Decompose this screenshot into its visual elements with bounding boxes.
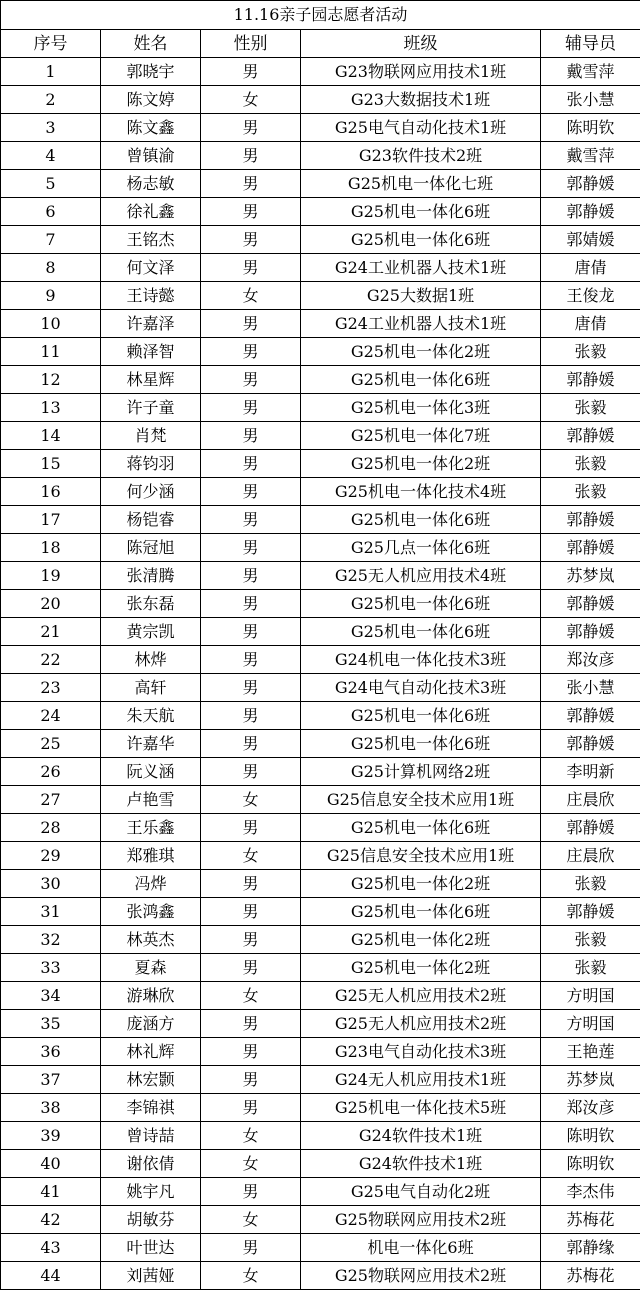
cell-name[interactable]: 王乐鑫 <box>101 814 201 842</box>
cell-gender[interactable]: 男 <box>201 1038 301 1066</box>
cell-gender[interactable]: 男 <box>201 814 301 842</box>
table-row <box>1 1122 640 1150</box>
cell-name[interactable]: 徐礼鑫 <box>101 198 201 226</box>
cell-name[interactable]: 杨铠睿 <box>101 506 201 534</box>
cell-name[interactable]: 何少涵 <box>101 478 201 506</box>
cell-counselor[interactable]: 戴雪萍 <box>541 142 640 170</box>
cell-counselor[interactable]: 唐倩 <box>541 310 640 338</box>
table-row <box>1 618 640 646</box>
cell-class[interactable]: G25机电一体化2班 <box>301 954 541 982</box>
table-row <box>1 954 640 982</box>
cell-counselor[interactable]: 苏梅花 <box>541 1206 640 1234</box>
cell-gender[interactable]: 男 <box>201 730 301 758</box>
cell-gender[interactable]: 男 <box>201 534 301 562</box>
cell-index[interactable]: 35 <box>1 1010 101 1038</box>
cell-name[interactable]: 郑雅琪 <box>101 842 201 870</box>
table-row <box>1 1094 640 1122</box>
cell-index[interactable]: 3 <box>1 114 101 142</box>
cell-index[interactable]: 18 <box>1 534 101 562</box>
cell-index[interactable]: 26 <box>1 758 101 786</box>
cell-class[interactable]: G25物联网应用技术2班 <box>301 1262 541 1290</box>
cell-gender[interactable]: 男 <box>201 170 301 198</box>
cell-counselor[interactable]: 张毅 <box>541 450 640 478</box>
cell-name[interactable]: 李锦祺 <box>101 1094 201 1122</box>
cell-counselor[interactable]: 方明国 <box>541 982 640 1010</box>
cell-index[interactable]: 32 <box>1 926 101 954</box>
cell-gender[interactable]: 女 <box>201 1206 301 1234</box>
cell-class[interactable]: G25机电一体化6班 <box>301 730 541 758</box>
cell-name[interactable]: 曾镇渝 <box>101 142 201 170</box>
table-row <box>1 870 640 898</box>
table-row <box>1 170 640 198</box>
cell-name[interactable]: 林礼辉 <box>101 1038 201 1066</box>
table-row <box>1 786 640 814</box>
cell-class[interactable]: G25信息安全技术应用1班 <box>301 842 541 870</box>
cell-index[interactable]: 1 <box>1 58 101 86</box>
cell-name[interactable]: 赖泽智 <box>101 338 201 366</box>
cell-name[interactable]: 庞涵方 <box>101 1010 201 1038</box>
cell-name[interactable]: 许子童 <box>101 394 201 422</box>
table-row <box>1 926 640 954</box>
cell-counselor[interactable]: 郭静媛 <box>541 422 640 450</box>
cell-name[interactable]: 陈文婷 <box>101 86 201 114</box>
cell-class[interactable]: G25机电一体化6班 <box>301 702 541 730</box>
cell-index[interactable]: 5 <box>1 170 101 198</box>
sheet-title[interactable]: 11.16亲子园志愿者活动 <box>1 1 640 30</box>
cell-index[interactable]: 37 <box>1 1066 101 1094</box>
cell-index[interactable]: 10 <box>1 310 101 338</box>
cell-name[interactable]: 卢艳雪 <box>101 786 201 814</box>
cell-counselor[interactable]: 郭静媛 <box>541 702 640 730</box>
cell-class[interactable]: 机电一体化6班 <box>301 1234 541 1262</box>
table-row <box>1 366 640 394</box>
cell-class[interactable]: G25机电一体化6班 <box>301 618 541 646</box>
cell-gender[interactable]: 女 <box>201 786 301 814</box>
cell-gender[interactable]: 男 <box>201 198 301 226</box>
table-row <box>1 898 640 926</box>
table-row <box>1 562 640 590</box>
table-row <box>1 842 640 870</box>
cell-counselor[interactable]: 方明国 <box>541 1010 640 1038</box>
table-row <box>1 1150 640 1178</box>
cell-name[interactable]: 姚宇凡 <box>101 1178 201 1206</box>
cell-name[interactable]: 林星辉 <box>101 366 201 394</box>
table-row <box>1 1066 640 1094</box>
cell-name[interactable]: 陈文鑫 <box>101 114 201 142</box>
cell-gender[interactable]: 男 <box>201 758 301 786</box>
cell-name[interactable]: 张清腾 <box>101 562 201 590</box>
table-row <box>1 254 640 282</box>
cell-gender[interactable]: 女 <box>201 1262 301 1290</box>
cell-index[interactable]: 44 <box>1 1262 101 1290</box>
header-name[interactable]: 姓名 <box>101 30 201 58</box>
cell-class[interactable]: G25机电一体化2班 <box>301 870 541 898</box>
cell-index[interactable]: 39 <box>1 1122 101 1150</box>
cell-class[interactable]: G24工业机器人技术1班 <box>301 254 541 282</box>
table-row <box>1 226 640 254</box>
table-row <box>1 450 640 478</box>
cell-class[interactable]: G24工业机器人技术1班 <box>301 310 541 338</box>
cell-name[interactable]: 林烨 <box>101 646 201 674</box>
cell-class[interactable]: G24电气自动化技术3班 <box>301 674 541 702</box>
table-row <box>1 310 640 338</box>
cell-gender[interactable]: 男 <box>201 366 301 394</box>
cell-name[interactable]: 何文泽 <box>101 254 201 282</box>
table-row <box>1 1178 640 1206</box>
cell-counselor[interactable]: 郭静媛 <box>541 170 640 198</box>
cell-class[interactable]: G25机电一体化2班 <box>301 450 541 478</box>
cell-counselor[interactable]: 王俊龙 <box>541 282 640 310</box>
cell-counselor[interactable]: 郭静缘 <box>541 1234 640 1262</box>
cell-class[interactable]: G25物联网应用技术2班 <box>301 1206 541 1234</box>
cell-name[interactable]: 林英杰 <box>101 926 201 954</box>
table-row <box>1 1010 640 1038</box>
cell-counselor[interactable]: 唐倩 <box>541 254 640 282</box>
cell-class[interactable]: G25电气自动化技术1班 <box>301 114 541 142</box>
cell-index[interactable]: 12 <box>1 366 101 394</box>
cell-counselor[interactable]: 张毅 <box>541 926 640 954</box>
cell-counselor[interactable]: 陈明钦 <box>541 114 640 142</box>
cell-class[interactable]: G24机电一体化技术3班 <box>301 646 541 674</box>
cell-gender[interactable]: 女 <box>201 1122 301 1150</box>
cell-gender[interactable]: 男 <box>201 926 301 954</box>
cell-gender[interactable]: 男 <box>201 646 301 674</box>
header-gender[interactable]: 性别 <box>201 30 301 58</box>
table-row <box>1 338 640 366</box>
cell-index[interactable]: 16 <box>1 478 101 506</box>
cell-index[interactable]: 25 <box>1 730 101 758</box>
table-row <box>1 394 640 422</box>
cell-index[interactable]: 33 <box>1 954 101 982</box>
cell-counselor[interactable]: 郭静媛 <box>541 618 640 646</box>
cell-name[interactable]: 蒋钧羽 <box>101 450 201 478</box>
cell-gender[interactable]: 男 <box>201 338 301 366</box>
cell-counselor[interactable]: 郭静媛 <box>541 590 640 618</box>
cell-gender[interactable]: 男 <box>201 1066 301 1094</box>
cell-gender[interactable]: 男 <box>201 394 301 422</box>
cell-name[interactable]: 张东磊 <box>101 590 201 618</box>
cell-name[interactable]: 夏森 <box>101 954 201 982</box>
table-row <box>1 702 640 730</box>
cell-gender[interactable]: 男 <box>201 1094 301 1122</box>
cell-name[interactable]: 许嘉华 <box>101 730 201 758</box>
cell-name[interactable]: 郭晓宇 <box>101 58 201 86</box>
cell-class[interactable]: G25大数据1班 <box>301 282 541 310</box>
cell-gender[interactable]: 女 <box>201 282 301 310</box>
table-row <box>1 1262 640 1290</box>
cell-name[interactable]: 谢依倩 <box>101 1150 201 1178</box>
cell-name[interactable]: 黄宗凯 <box>101 618 201 646</box>
cell-index[interactable]: 8 <box>1 254 101 282</box>
cell-class[interactable]: G25机电一体化2班 <box>301 338 541 366</box>
cell-index[interactable]: 23 <box>1 674 101 702</box>
table-row <box>1 1234 640 1262</box>
cell-class[interactable]: G25机电一体化6班 <box>301 590 541 618</box>
header-row <box>1 30 640 58</box>
cell-name[interactable]: 肖梵 <box>101 422 201 450</box>
cell-index[interactable]: 21 <box>1 618 101 646</box>
cell-counselor[interactable]: 戴雪萍 <box>541 58 640 86</box>
cell-counselor[interactable]: 郭静媛 <box>541 506 640 534</box>
title-row <box>1 1 640 30</box>
cell-counselor[interactable]: 张毅 <box>541 338 640 366</box>
cell-index[interactable]: 17 <box>1 506 101 534</box>
cell-class[interactable]: G25机电一体化技术4班 <box>301 478 541 506</box>
cell-name[interactable]: 胡敏芬 <box>101 1206 201 1234</box>
cell-class[interactable]: G25机电一体化技术5班 <box>301 1094 541 1122</box>
cell-class[interactable]: G23大数据技术1班 <box>301 86 541 114</box>
table-row <box>1 730 640 758</box>
cell-index[interactable]: 24 <box>1 702 101 730</box>
cell-name[interactable]: 张鸿鑫 <box>101 898 201 926</box>
table-row <box>1 506 640 534</box>
cell-class[interactable]: G25机电一体化3班 <box>301 394 541 422</box>
cell-counselor[interactable]: 张小慧 <box>541 674 640 702</box>
cell-class[interactable]: G25机电一体化6班 <box>301 226 541 254</box>
table-row <box>1 282 640 310</box>
cell-counselor[interactable]: 郭静媛 <box>541 814 640 842</box>
cell-index[interactable]: 11 <box>1 338 101 366</box>
cell-class[interactable]: G25无人机应用技术2班 <box>301 1010 541 1038</box>
cell-counselor[interactable]: 郑汝彦 <box>541 1094 640 1122</box>
cell-counselor[interactable]: 郭静媛 <box>541 198 640 226</box>
cell-index[interactable]: 2 <box>1 86 101 114</box>
header-index[interactable]: 序号 <box>1 30 101 58</box>
cell-gender[interactable]: 男 <box>201 58 301 86</box>
cell-class[interactable]: G25机电一体化7班 <box>301 422 541 450</box>
cell-gender[interactable]: 男 <box>201 674 301 702</box>
cell-class[interactable]: G25机电一体化6班 <box>301 898 541 926</box>
cell-counselor[interactable]: 庄晨欣 <box>541 786 640 814</box>
cell-gender[interactable]: 男 <box>201 114 301 142</box>
cell-index[interactable]: 28 <box>1 814 101 842</box>
cell-index[interactable]: 7 <box>1 226 101 254</box>
table-body <box>1 58 640 1290</box>
cell-name[interactable]: 游琳欣 <box>101 982 201 1010</box>
cell-gender[interactable]: 男 <box>201 226 301 254</box>
cell-name[interactable]: 阮义涵 <box>101 758 201 786</box>
cell-gender[interactable]: 男 <box>201 478 301 506</box>
cell-index[interactable]: 42 <box>1 1206 101 1234</box>
cell-counselor[interactable]: 张毅 <box>541 954 640 982</box>
table-row <box>1 758 640 786</box>
cell-index[interactable]: 9 <box>1 282 101 310</box>
cell-class[interactable]: G25电气自动化2班 <box>301 1178 541 1206</box>
header-class[interactable]: 班级 <box>301 30 541 58</box>
cell-gender[interactable]: 男 <box>201 954 301 982</box>
cell-name[interactable]: 冯烨 <box>101 870 201 898</box>
cell-gender[interactable]: 男 <box>201 870 301 898</box>
cell-index[interactable]: 13 <box>1 394 101 422</box>
cell-class[interactable]: G25机电一体化6班 <box>301 506 541 534</box>
cell-index[interactable]: 36 <box>1 1038 101 1066</box>
cell-name[interactable]: 杨志敏 <box>101 170 201 198</box>
table-row <box>1 1038 640 1066</box>
cell-gender[interactable]: 男 <box>201 1234 301 1262</box>
cell-counselor[interactable]: 陈明钦 <box>541 1150 640 1178</box>
cell-gender[interactable]: 男 <box>201 506 301 534</box>
cell-gender[interactable]: 女 <box>201 982 301 1010</box>
cell-index[interactable]: 31 <box>1 898 101 926</box>
cell-index[interactable]: 40 <box>1 1150 101 1178</box>
cell-gender[interactable]: 男 <box>201 898 301 926</box>
cell-class[interactable]: G25机电一体化2班 <box>301 926 541 954</box>
cell-class[interactable]: G23软件技术2班 <box>301 142 541 170</box>
cell-counselor[interactable]: 郭婧媛 <box>541 226 640 254</box>
cell-counselor[interactable]: 王艳莲 <box>541 1038 640 1066</box>
cell-name[interactable]: 叶世达 <box>101 1234 201 1262</box>
cell-index[interactable]: 30 <box>1 870 101 898</box>
cell-class[interactable]: G25无人机应用技术2班 <box>301 982 541 1010</box>
cell-class[interactable]: G25信息安全技术应用1班 <box>301 786 541 814</box>
cell-gender[interactable]: 男 <box>201 590 301 618</box>
cell-gender[interactable]: 男 <box>201 562 301 590</box>
cell-counselor[interactable]: 李明新 <box>541 758 640 786</box>
cell-counselor[interactable]: 郭静媛 <box>541 730 640 758</box>
cell-counselor[interactable]: 苏梅花 <box>541 1262 640 1290</box>
table-row <box>1 534 640 562</box>
cell-counselor[interactable]: 张毅 <box>541 394 640 422</box>
table-row <box>1 646 640 674</box>
cell-class[interactable]: G25无人机应用技术4班 <box>301 562 541 590</box>
cell-counselor[interactable]: 郭静媛 <box>541 534 640 562</box>
cell-gender[interactable]: 男 <box>201 254 301 282</box>
cell-gender[interactable]: 男 <box>201 618 301 646</box>
cell-gender[interactable]: 女 <box>201 1150 301 1178</box>
cell-class[interactable]: G25机电一体化七班 <box>301 170 541 198</box>
table-row <box>1 814 640 842</box>
cell-gender[interactable]: 男 <box>201 1178 301 1206</box>
cell-counselor[interactable]: 苏梦岚 <box>541 1066 640 1094</box>
cell-name[interactable]: 王诗懿 <box>101 282 201 310</box>
cell-gender[interactable]: 女 <box>201 86 301 114</box>
table-row <box>1 58 640 86</box>
cell-class[interactable]: G25机电一体化6班 <box>301 198 541 226</box>
cell-class[interactable]: G24无人机应用技术1班 <box>301 1066 541 1094</box>
cell-counselor[interactable]: 郑汝彦 <box>541 646 640 674</box>
cell-class[interactable]: G25几点一体化6班 <box>301 534 541 562</box>
table-row <box>1 590 640 618</box>
table-row <box>1 198 640 226</box>
cell-gender[interactable]: 男 <box>201 450 301 478</box>
cell-class[interactable]: G23物联网应用技术1班 <box>301 58 541 86</box>
table-row <box>1 86 640 114</box>
cell-class[interactable]: G23电气自动化技术3班 <box>301 1038 541 1066</box>
cell-name[interactable]: 陈冠旭 <box>101 534 201 562</box>
cell-class[interactable]: G24软件技术1班 <box>301 1150 541 1178</box>
header-counselor[interactable]: 辅导员 <box>541 30 640 58</box>
cell-gender[interactable]: 男 <box>201 142 301 170</box>
table-row <box>1 142 640 170</box>
cell-index[interactable]: 14 <box>1 422 101 450</box>
cell-index[interactable]: 6 <box>1 198 101 226</box>
cell-gender[interactable]: 男 <box>201 422 301 450</box>
cell-index[interactable]: 15 <box>1 450 101 478</box>
cell-gender[interactable]: 女 <box>201 842 301 870</box>
cell-counselor[interactable]: 苏梦岚 <box>541 562 640 590</box>
cell-counselor[interactable]: 郭静媛 <box>541 366 640 394</box>
table-row <box>1 982 640 1010</box>
cell-index[interactable]: 20 <box>1 590 101 618</box>
table-row <box>1 478 640 506</box>
cell-index[interactable]: 4 <box>1 142 101 170</box>
cell-index[interactable]: 22 <box>1 646 101 674</box>
cell-class[interactable]: G25计算机网络2班 <box>301 758 541 786</box>
cell-index[interactable]: 43 <box>1 1234 101 1262</box>
cell-gender[interactable]: 男 <box>201 310 301 338</box>
cell-index[interactable]: 19 <box>1 562 101 590</box>
cell-counselor[interactable]: 张小慧 <box>541 86 640 114</box>
cell-class[interactable]: G24软件技术1班 <box>301 1122 541 1150</box>
cell-name[interactable]: 林宏颢 <box>101 1066 201 1094</box>
cell-index[interactable]: 29 <box>1 842 101 870</box>
cell-counselor[interactable]: 郭静媛 <box>541 898 640 926</box>
table-row <box>1 114 640 142</box>
cell-name[interactable]: 刘茜娅 <box>101 1262 201 1290</box>
cell-counselor[interactable]: 庄晨欣 <box>541 842 640 870</box>
cell-index[interactable]: 38 <box>1 1094 101 1122</box>
table-row <box>1 674 640 702</box>
cell-name[interactable]: 高轩 <box>101 674 201 702</box>
cell-counselor[interactable]: 张毅 <box>541 870 640 898</box>
cell-name[interactable]: 王铭杰 <box>101 226 201 254</box>
cell-counselor[interactable]: 陈明钦 <box>541 1122 640 1150</box>
cell-index[interactable]: 27 <box>1 786 101 814</box>
cell-class[interactable]: G25机电一体化6班 <box>301 814 541 842</box>
cell-counselor[interactable]: 李杰伟 <box>541 1178 640 1206</box>
cell-counselor[interactable]: 张毅 <box>541 478 640 506</box>
cell-gender[interactable]: 男 <box>201 702 301 730</box>
table-row <box>1 1206 640 1234</box>
cell-class[interactable]: G25机电一体化6班 <box>301 366 541 394</box>
cell-gender[interactable]: 男 <box>201 1010 301 1038</box>
cell-name[interactable]: 许嘉泽 <box>101 310 201 338</box>
table-row <box>1 422 640 450</box>
cell-name[interactable]: 朱天航 <box>101 702 201 730</box>
cell-index[interactable]: 41 <box>1 1178 101 1206</box>
cell-index[interactable]: 34 <box>1 982 101 1010</box>
cell-name[interactable]: 曾诗喆 <box>101 1122 201 1150</box>
